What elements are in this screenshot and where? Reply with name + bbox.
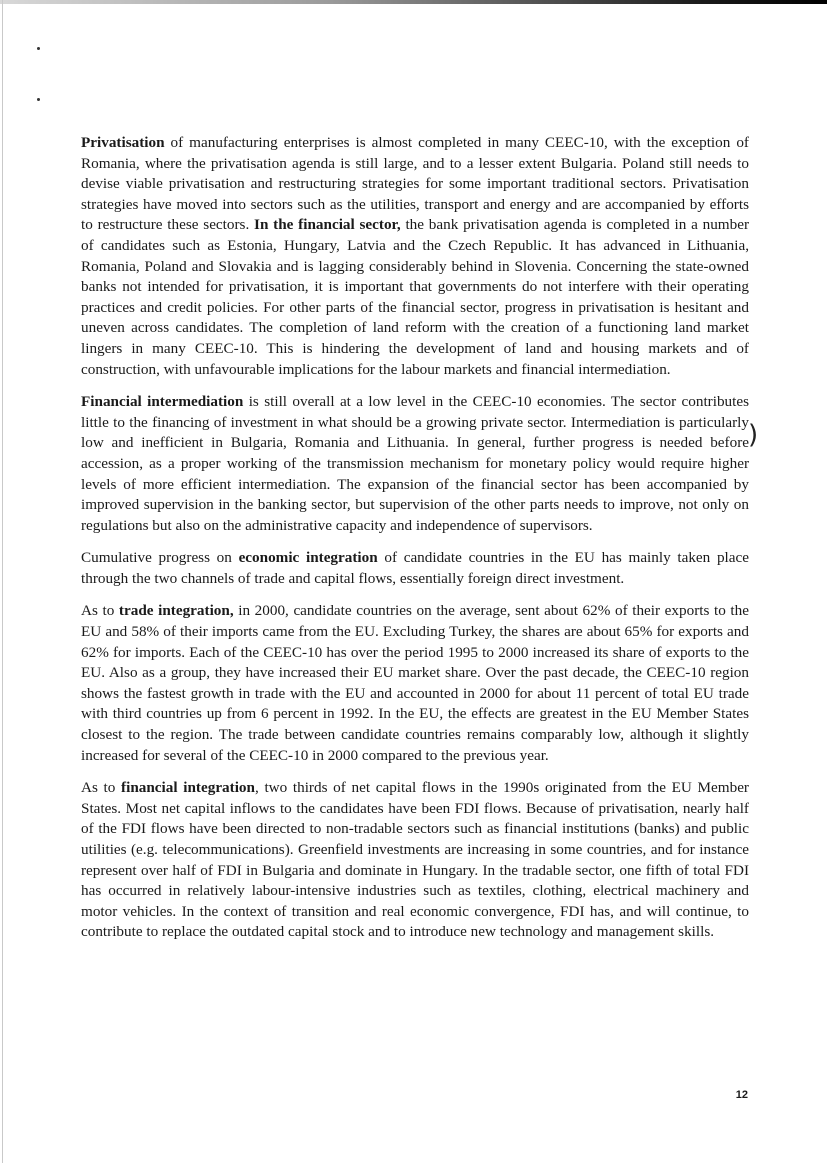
scan-left-edge xyxy=(2,0,3,1163)
document-body xyxy=(81,133,749,955)
term-trade-integration: trade integration, xyxy=(118,602,234,620)
paragraph-financial-intermediation xyxy=(81,392,749,536)
paragraph-text: As to xyxy=(81,602,119,620)
term-economic-integration: economic integration xyxy=(238,549,378,567)
margin-bracket-mark: ) xyxy=(748,420,759,450)
paragraph-financial-integration xyxy=(81,778,749,943)
paragraph-trade-integration xyxy=(81,601,749,766)
term-privatisation: Privatisation xyxy=(81,134,165,151)
paragraph-economic-integration xyxy=(81,548,749,589)
term-financial-integration: financial integration xyxy=(121,779,255,797)
paragraph-text: of candidate countries in the EU has mainly taken place through the two channels of trade and capital flows, essentially foreign direct investment. xyxy=(81,549,749,587)
paragraph-privatisation xyxy=(81,133,749,380)
paragraph-text: As to xyxy=(81,779,122,797)
scan-speck xyxy=(37,98,40,101)
term-financial-intermediation: Financial intermediation xyxy=(81,393,244,411)
page-number: 12 xyxy=(735,1089,748,1101)
scan-top-border xyxy=(0,0,827,4)
paragraph-text: Cumulative progress on xyxy=(81,549,239,567)
term-financial-sector: In the financial sector, xyxy=(254,216,401,234)
scan-speck xyxy=(37,47,40,50)
paragraph-text: the bank privatisation agenda is completed in a number of candidates such as Estonia, Hungary, Latvia and the Czech Republic. It has advanced in Lithuania, Romania, Poland and Slovakia and is lagging considerably behind in Slovenia. Concerning the state-owned banks not intended for privatisation, it is important that governments do not interfere with their operating practices and credit policies. For other parts of the financial sector, progress in privatisation is hesitant and uneven across candidates. The completion of land reform with the creation of a functioning land market lingers in many CEEC-10. This is hindering the development of land and housing markets and of construction, with unfavourable implications for the labour markets and financial intermediation. xyxy=(81,216,750,378)
paragraph-text: is still overall at a low level in the CEEC-10 economies. The sector contributes little to the financing of investment in what should be a growing private sector. Intermediation is particularly low and inefficient in Bulgaria, Romania and Lithuania. In general, further progress is needed before accession, as a proper working of the transmission mechanism for monetary policy would require higher levels of more efficient intermediation. The expansion of the financial sector has been accompanied by improved supervision in the banking sector, but supervision of the other parts needs to improve, not only on regulations but also on the administrative capacity and independence of supervisors. xyxy=(81,393,750,534)
paragraph-text: in 2000, candidate countries on the average, sent about 62% of their exports to the EU and 58% of their imports came from the EU. Excluding Turkey, the shares are about 65% for exports and 62% for imports. Each of the CEEC-10 has over the period 1995 to 2000 increased its share of exports to the EU. Also as a group, they have increased their EU market share. Over the past decade, the CEEC-10 region shows the fastest growth in trade with the EU and accounted in 2000 for about 11 percent of total EU trade with third countries up from 6 percent in 1992. In the EU, the effects are greatest in the EU Member States closest to the region. The trade between candidate countries remains comparably low, although it slightly increased for several of the CEEC-10 in 2000 compared to the previous year. xyxy=(81,602,749,764)
paragraph-text: , two thirds of net capital flows in the 1990s originated from the EU Member States. Most net capital inflows to the candidates have been FDI flows. Because of privatisation, nearly half of the FDI flows have been directed to non-tradable sectors such as financial institutions (banks) and public utilities (e.g. telecommunications). Greenfield investments are increasing in some countries, and for instance represent over half of FDI in Bulgaria and dominate in Hungary. In the tradable sector, one fifth of total FDI has occurred in relatively labour-intensive industries such as textiles, clothing, electrical machinery and motor vehicles. In the context of transition and real economic convergence, FDI has, and will continue, to contribute to replace the outdated capital stock and to introduce new technology and management skills. xyxy=(81,779,749,941)
paragraph-text: of manufacturing enterprises is almost completed in many CEEC-10, with the exception of Romania, where the privatisation agenda is still large, and to a lesser extent Bulgaria. Poland still needs to devise viable privatisation and restructuring strategies for some important traditional sectors. Privatisation strategies have moved into sectors such as the utilities, transport and energy and are accompanied by efforts to restructure these sectors. xyxy=(81,134,749,234)
